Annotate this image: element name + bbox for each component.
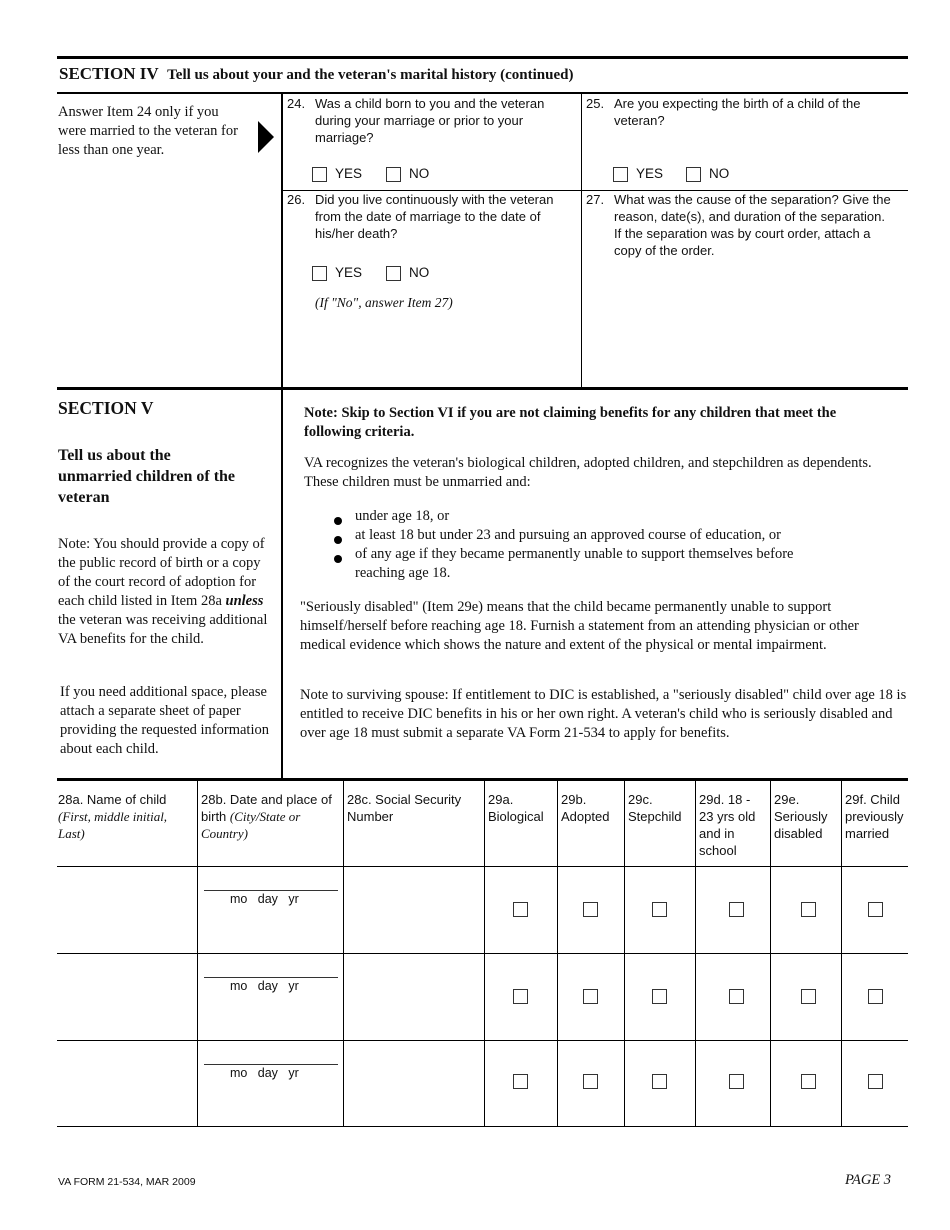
child-2-school-checkbox[interactable] — [729, 989, 744, 1004]
header-29c: 29c. Stepchild — [628, 792, 682, 824]
copy-note-post: the veteran was receiving additional VA benefits for the child. — [58, 612, 268, 647]
header-29d: 29d. 18 - 23 yrs old and in school — [699, 792, 756, 858]
q27-number: 27. — [586, 192, 605, 207]
child-2-disabled-checkbox[interactable] — [801, 989, 816, 1004]
col-divider — [841, 781, 842, 1127]
q27-answer-area[interactable] — [588, 262, 906, 384]
child-3-biological-checkbox[interactable] — [513, 1074, 528, 1089]
section-v-skip-note: Note: Skip to Section VI if you are not claiming benefits for any children that meet the following criteria. — [304, 405, 837, 440]
section-iv-header — [59, 64, 573, 84]
page-number: PAGE 3 — [845, 1172, 892, 1188]
child-1-married-checkbox[interactable] — [868, 902, 883, 917]
child-1-dob-label: mo day yr — [230, 892, 299, 906]
child-2-married-checkbox[interactable] — [868, 989, 883, 1004]
q25-text: Are you expecting the birth of a child of the veteran? — [614, 96, 861, 128]
header-29a: 29a. Biological — [488, 792, 544, 824]
q24-text: Was a child born to you and the veteran during your marriage or prior to your marriage? — [315, 96, 545, 145]
col-divider — [557, 781, 558, 1127]
child-2-stepchild-checkbox[interactable] — [652, 989, 667, 1004]
col-divider — [197, 781, 198, 1127]
section-iv-header-rule — [57, 92, 908, 94]
arrow-right-icon — [258, 121, 274, 153]
q24-no-label: NO — [409, 166, 430, 181]
child-1-ssn-field[interactable] — [345, 868, 483, 952]
child-3-dob-line[interactable] — [204, 1064, 338, 1065]
q26-text: Did you live continuously with the veteran from the date of marriage to the date of his/her death? — [315, 192, 554, 241]
section-v-recognizes: VA recognizes the veteran's biological children, adopted children, and stepchildren as dependents. These children must be unmarried and: — [304, 455, 872, 490]
child-3-disabled-checkbox[interactable] — [801, 1074, 816, 1089]
q24-number: 24. — [287, 96, 306, 111]
table-top-rule — [57, 778, 908, 781]
child-1-stepchild-checkbox[interactable] — [652, 902, 667, 917]
criteria-item-2: at least 18 but under 23 and pursuing an approved course of education, or — [355, 527, 782, 543]
header-29e: 29e. Seriously disabled — [774, 792, 828, 841]
child-3-married-checkbox[interactable] — [868, 1074, 883, 1089]
col-divider — [484, 781, 485, 1127]
section-v-copy-note — [58, 535, 270, 649]
q25-no-label: NO — [709, 166, 730, 181]
q26-number: 26. — [287, 192, 306, 207]
row-divider — [57, 866, 908, 867]
child-3-name-field[interactable] — [58, 1042, 196, 1125]
form-id: VA FORM 21-534, MAR 2009 — [58, 1176, 196, 1188]
row-divider — [57, 953, 908, 954]
q26-no-checkbox[interactable] — [386, 266, 401, 281]
header-28b-sub: (City/State or Country) — [201, 809, 301, 841]
child-3-school-checkbox[interactable] — [729, 1074, 744, 1089]
q25-no-checkbox[interactable] — [686, 167, 701, 182]
section-iv-top-rule — [57, 56, 908, 59]
child-2-name-field[interactable] — [58, 955, 196, 1039]
table-bottom-rule — [57, 1126, 908, 1127]
header-28b — [201, 791, 339, 842]
bullet-icon — [334, 536, 342, 544]
row-divider — [57, 1040, 908, 1041]
q26-note: (If "No", answer Item 27) — [315, 295, 453, 310]
bullet-icon — [334, 555, 342, 563]
bullet-icon — [334, 517, 342, 525]
child-3-ssn-field[interactable] — [345, 1042, 483, 1125]
q26-yes-label: YES — [335, 265, 363, 280]
header-29f: 29f. Child previously married — [845, 792, 904, 841]
item24-instruction: Answer Item 24 only if you were married to the veteran for less than one year. — [58, 104, 238, 158]
q24-yes-label: YES — [335, 166, 363, 181]
child-2-adopted-checkbox[interactable] — [583, 989, 598, 1004]
child-3-stepchild-checkbox[interactable] — [652, 1074, 667, 1089]
left-column-divider — [281, 93, 283, 779]
section-v-label: SECTION V — [58, 398, 154, 418]
q26-yes-checkbox[interactable] — [312, 266, 327, 281]
child-1-biological-checkbox[interactable] — [513, 902, 528, 917]
seriously-disabled-definition: "Seriously disabled" (Item 29e) means that the child became permanently unable to support himself/herself before reaching age 18. Furnish a statement from an attending physician or other medical evidence which shows the nature and extent of the physical or mental impairment. — [300, 599, 859, 653]
child-2-biological-checkbox[interactable] — [513, 989, 528, 1004]
header-28a — [58, 791, 194, 842]
child-1-disabled-checkbox[interactable] — [801, 902, 816, 917]
header-28b-label: 28b. Date and place of birth — [201, 792, 332, 824]
child-2-dob-label: mo day yr — [230, 979, 299, 993]
child-1-dob-line[interactable] — [204, 890, 338, 891]
copy-note-pre: Note: You should provide a copy of the public record of birth or a copy of the court record of adoption for each child listed in Item 28a — [58, 536, 265, 609]
child-1-school-checkbox[interactable] — [729, 902, 744, 917]
q26-no-label: NO — [409, 265, 430, 280]
q25-yes-label: YES — [636, 166, 664, 181]
child-2-dob-line[interactable] — [204, 977, 338, 978]
col-divider — [624, 781, 625, 1127]
header-28a-sub: (First, middle initial, Last) — [58, 809, 168, 841]
criteria-item-3: of any age if they became permanently unable to support themselves before reaching age 18. — [355, 546, 794, 581]
section-v-title: Tell us about the unmarried children of the veteran — [58, 447, 236, 506]
section-v-space-note: If you need additional space, please attach a separate sheet of paper providing the requested information about each child. — [60, 684, 269, 757]
section-iv-title: Tell us about your and the veteran's marital history (continued) — [167, 67, 574, 83]
section-iv-label: SECTION IV — [59, 64, 159, 83]
header-29b: 29b. Adopted — [561, 792, 610, 824]
child-3-adopted-checkbox[interactable] — [583, 1074, 598, 1089]
q24-yes-checkbox[interactable] — [312, 167, 327, 182]
copy-note-emphasis: unless — [225, 593, 264, 609]
child-2-ssn-field[interactable] — [345, 955, 483, 1039]
q27-text: What was the cause of the separation? Give the reason, date(s), and duration of the separation. If the separation was by court order, attach a copy of the order. — [614, 192, 891, 258]
q25-number: 25. — [586, 96, 605, 111]
header-28a-label: 28a. Name of child — [58, 792, 167, 807]
child-1-adopted-checkbox[interactable] — [583, 902, 598, 917]
criteria-item-1: under age 18, or — [355, 508, 450, 524]
question-grid-divider — [581, 93, 582, 388]
header-28c: 28c. Social Security Number — [347, 792, 462, 824]
col-divider — [770, 781, 771, 1127]
col-divider — [695, 781, 696, 1127]
surviving-spouse-note: Note to surviving spouse: If entitlement to DIC is established, a "seriously disabled" child over age 18 is entitled to receive DIC benefits in his or her own right. A veteran's child who is seriously disabled and over age 18 must submit a separate VA Form 21-534 to apply for benefits. — [300, 687, 907, 741]
child-3-dob-label: mo day yr — [230, 1066, 299, 1080]
child-1-name-field[interactable] — [58, 868, 196, 952]
q24-no-checkbox[interactable] — [386, 167, 401, 182]
col-divider — [343, 781, 344, 1127]
section-v-top-rule — [57, 387, 908, 390]
q25-yes-checkbox[interactable] — [613, 167, 628, 182]
